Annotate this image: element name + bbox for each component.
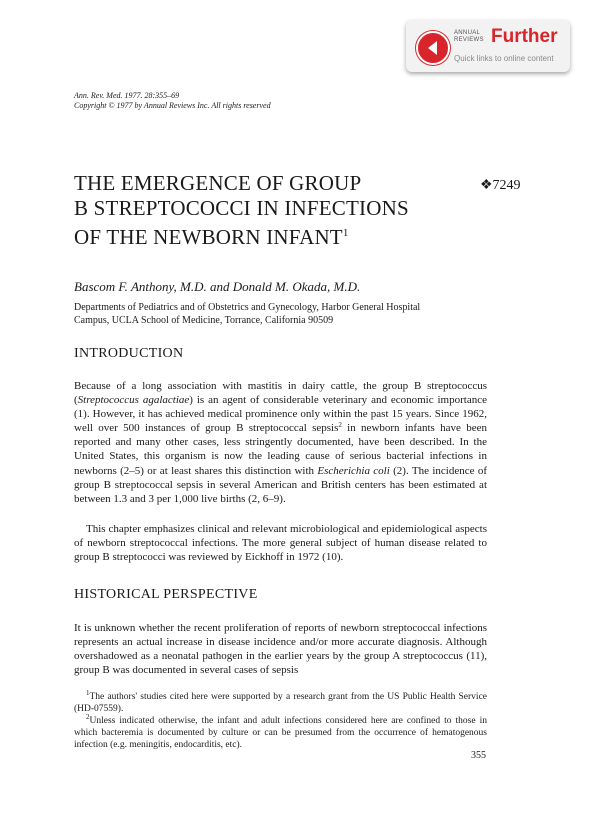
- section-heading-historical-perspective: HISTORICAL PERSPECTIVE: [74, 587, 258, 602]
- document-number: ❖7249: [480, 178, 521, 193]
- play-back-icon: [416, 31, 450, 65]
- article-title: THE EMERGENCE OF GROUP B STREPTOCOCCI IN INFECTIONS OF THE NEWBORN INFANT$^1$: [74, 171, 409, 249]
- author-line: Bascom F. Anthony, M.D. and Donald M. Okada, M.D.: [74, 279, 361, 294]
- intro-paragraph-2: This chapter emphasizes clinical and relevant microbiological and epidemiological aspects of newborn streptococcal infections. The more general subject of human disease related to group B streptococci was reviewed by Eickhoff in 1972 (10).: [74, 523, 487, 564]
- title-footnote-mark: 1: [342, 227, 349, 239]
- further-label: Further: [491, 26, 558, 47]
- footnote-1: $^1$The authors' studies cited here were supported by a research grant from the US Public Health Service (HD-07559).: [74, 689, 487, 714]
- intro-paragraph-1: Because of a long association with mastitis in dairy cattle, the group B streptococcus (Streptococcus agalactiae) is an agent of considerable veterinary and economic importance (1). However, it has achieved medical prominence only within the past 15 years. Since 1962, well over 500 instances of group B streptococcal sepsis$^2$ in newborn infants have been reported and many other cases, less stringently documented, have been described. In the United States, this organism is now the leading cause of serious bacterial infections in newborns (2–5) or at least shares this distinction with Escherichia coli (2). The incidence of group B streptococcal sepsis in several American and British centers has been estimated at between 1.3 and 3 per 1,000 live births (2, 6–9).: [74, 380, 487, 505]
- citation-line-1: Ann. Rev. Med. 1977. 28:355–69: [74, 91, 180, 100]
- annual-reviews-logo-text: ANNUAL REVIEWS: [454, 30, 484, 43]
- journal-citation: [74, 91, 271, 111]
- footnote-2: $^2$Unless indicated otherwise, the infant and adult infections considered here are confined to those in which bacteremia is documented by culture or can be presumed from the occurrence of hematogenous infection (e.g. meningitis, endocarditis, etc).: [74, 713, 487, 750]
- further-tagline: Quick links to online content: [454, 54, 554, 63]
- author-affiliation: Departments of Pediatrics and of Obstetrics and Gynecology, Harbor General Hospital Campus, UCLA School of Medicine, Torrance, California 90509: [74, 302, 421, 326]
- section-heading-introduction: INTRODUCTION: [74, 346, 184, 361]
- page-number: 355: [471, 750, 486, 761]
- citation-copyright: Copyright © 1977 by Annual Reviews Inc. All rights reserved: [74, 101, 271, 110]
- history-paragraph-1: It is unknown whether the recent proliferation of reports of newborn streptococcal infections represents an actual increase in disease incidence and/or more accurate diagnosis. Although overshadowed as a neonatal pathogen in the earlier years by the group A streptococcus (11), group B was documented in several cases of sepsis: [74, 622, 487, 677]
- annual-reviews-further-badge[interactable]: [406, 20, 570, 72]
